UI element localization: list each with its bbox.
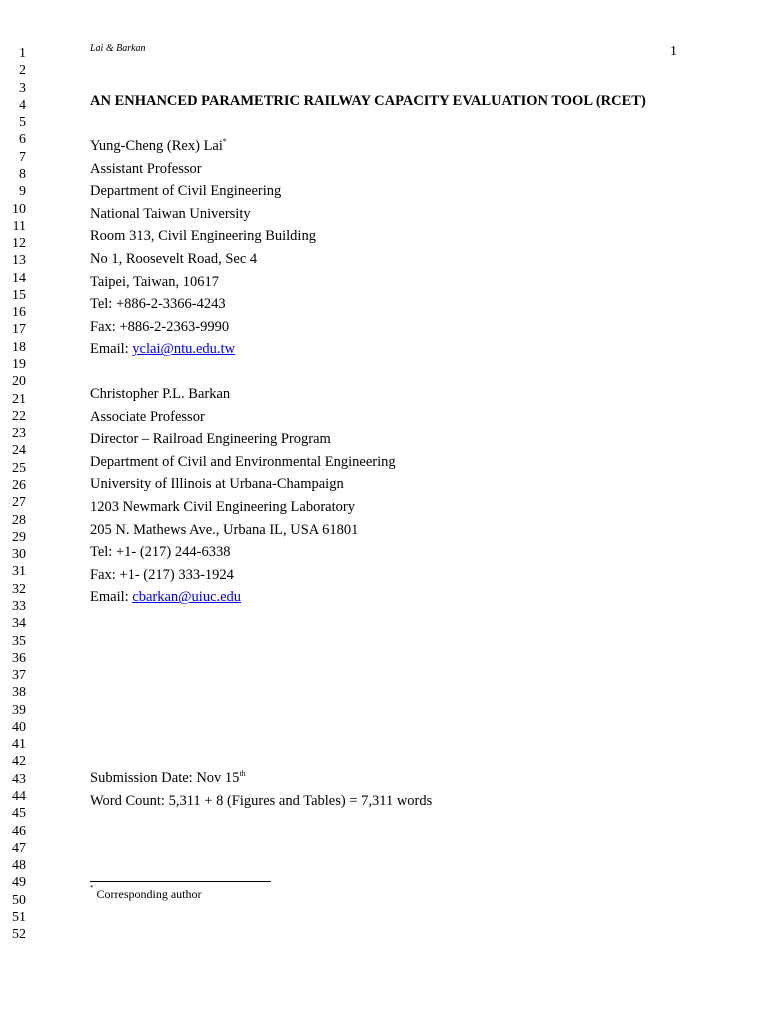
line-number: 18	[12, 339, 26, 355]
author2-line: 1203 Newmark Civil Engineering Laboratory	[90, 498, 355, 515]
footnote: * Corresponding author	[90, 884, 202, 901]
line-number: 19	[12, 357, 26, 373]
line-number: 7	[19, 149, 26, 165]
line-number: 26	[12, 478, 26, 493]
author1-line: National Taiwan University	[90, 205, 251, 222]
author2-name: Christopher P.L. Barkan	[90, 386, 231, 402]
line-number: 21	[12, 391, 26, 407]
line-number: 24	[12, 443, 26, 459]
line-number: 12	[12, 236, 26, 252]
line-number: 20	[12, 374, 26, 390]
line-number: 9	[19, 184, 26, 200]
line-number: 40	[12, 719, 26, 735]
author2-email-row: Email: cbarkan@uiuc.edu	[90, 589, 242, 606]
line-number: 10	[12, 201, 26, 217]
line-number: 5	[19, 115, 26, 131]
line-number: 13	[12, 253, 26, 269]
line-number: 16	[12, 305, 26, 321]
line-number: 37	[12, 668, 26, 684]
author2-block	[90, 383, 396, 609]
line-number: 50	[12, 892, 26, 908]
line-number: 43	[12, 771, 26, 787]
line-number: 47	[12, 840, 26, 856]
author2-line: 205 N. Mathews Ave., Urbana IL, USA 61801	[90, 521, 359, 538]
line-number: 31	[12, 564, 26, 580]
author2-line: Associate Professor	[90, 408, 205, 425]
author2-line: Fax: +1- (217) 333-1924	[90, 566, 234, 583]
line-number: 51	[12, 910, 26, 925]
line-number: 1	[19, 46, 26, 61]
line-number: 49	[12, 875, 26, 891]
line-number: 36	[12, 650, 26, 666]
line-number: 25	[12, 460, 26, 476]
author1-line: Room 313, Civil Engineering Building	[90, 228, 316, 245]
line-number: 8	[19, 166, 26, 182]
line-number: 46	[12, 823, 26, 839]
line-number: 2	[19, 63, 26, 79]
footnote-rule	[90, 881, 271, 882]
submission-date: Submission Date: Nov 15th	[90, 769, 246, 786]
line-numbers	[0, 0, 26, 1024]
line-number: 32	[12, 581, 26, 597]
author2-line: Director – Railroad Engineering Program	[90, 431, 331, 448]
author1-line: Assistant Professor	[90, 160, 202, 177]
line-number: 11	[12, 218, 26, 234]
author1-block	[90, 135, 316, 361]
submission-block	[90, 767, 432, 812]
author1-line: Department of Civil Engineering	[90, 183, 282, 200]
author2-line: Tel: +1- (217) 244-6338	[90, 544, 231, 561]
line-number: 4	[19, 97, 26, 113]
line-number: 29	[12, 529, 26, 545]
line-number: 17	[12, 322, 26, 338]
word-count: Word Count: 5,311 + 8 (Figures and Tables) = 7,311 words	[90, 792, 433, 809]
running-header-authors: Lai & Barkan	[90, 43, 146, 54]
author2-line: University of Illinois at Urbana-Champaign	[90, 476, 344, 493]
page-number: 1	[670, 44, 677, 59]
line-number: 39	[12, 702, 26, 718]
line-number: 28	[12, 512, 26, 528]
author2-email-link[interactable]: cbarkan@uiuc.edu	[132, 589, 242, 606]
paper-title: AN ENHANCED PARAMETRIC RAILWAY CAPACITY EVALUATION TOOL (RCET)	[90, 93, 646, 109]
line-number: 41	[12, 737, 26, 753]
line-number: 33	[12, 598, 26, 614]
line-number: 23	[12, 426, 26, 442]
line-number: 34	[12, 616, 26, 632]
line-number: 27	[12, 495, 26, 511]
line-number: 42	[12, 754, 26, 770]
line-number: 14	[12, 270, 26, 286]
author1-line: Tel: +886-2-3366-4243	[90, 296, 226, 313]
line-number: 45	[12, 806, 26, 822]
line-number: 44	[12, 789, 26, 805]
line-number: 6	[19, 132, 26, 148]
line-number: 48	[12, 858, 26, 874]
author1-line: No 1, Roosevelt Road, Sec 4	[90, 250, 258, 267]
line-number: 15	[12, 287, 26, 303]
author1-email-link[interactable]: yclai@ntu.edu.tw	[132, 341, 236, 358]
author1-name: Yung-Cheng (Rex) Lai*	[90, 137, 227, 154]
line-number: 35	[12, 633, 26, 649]
line-number: 52	[12, 927, 26, 943]
corresponding-mark: *	[222, 137, 227, 146]
line-number: 22	[12, 408, 26, 424]
author1-line: Fax: +886-2-2363-9990	[90, 318, 230, 335]
line-number: 30	[12, 547, 26, 563]
author1-email-row: Email: yclai@ntu.edu.tw	[90, 341, 236, 358]
author1-line: Taipei, Taiwan, 10617	[90, 273, 219, 290]
line-number: 3	[19, 80, 26, 96]
line-number: 38	[12, 685, 26, 701]
author2-line: Department of Civil and Environmental Engineering	[90, 453, 396, 470]
